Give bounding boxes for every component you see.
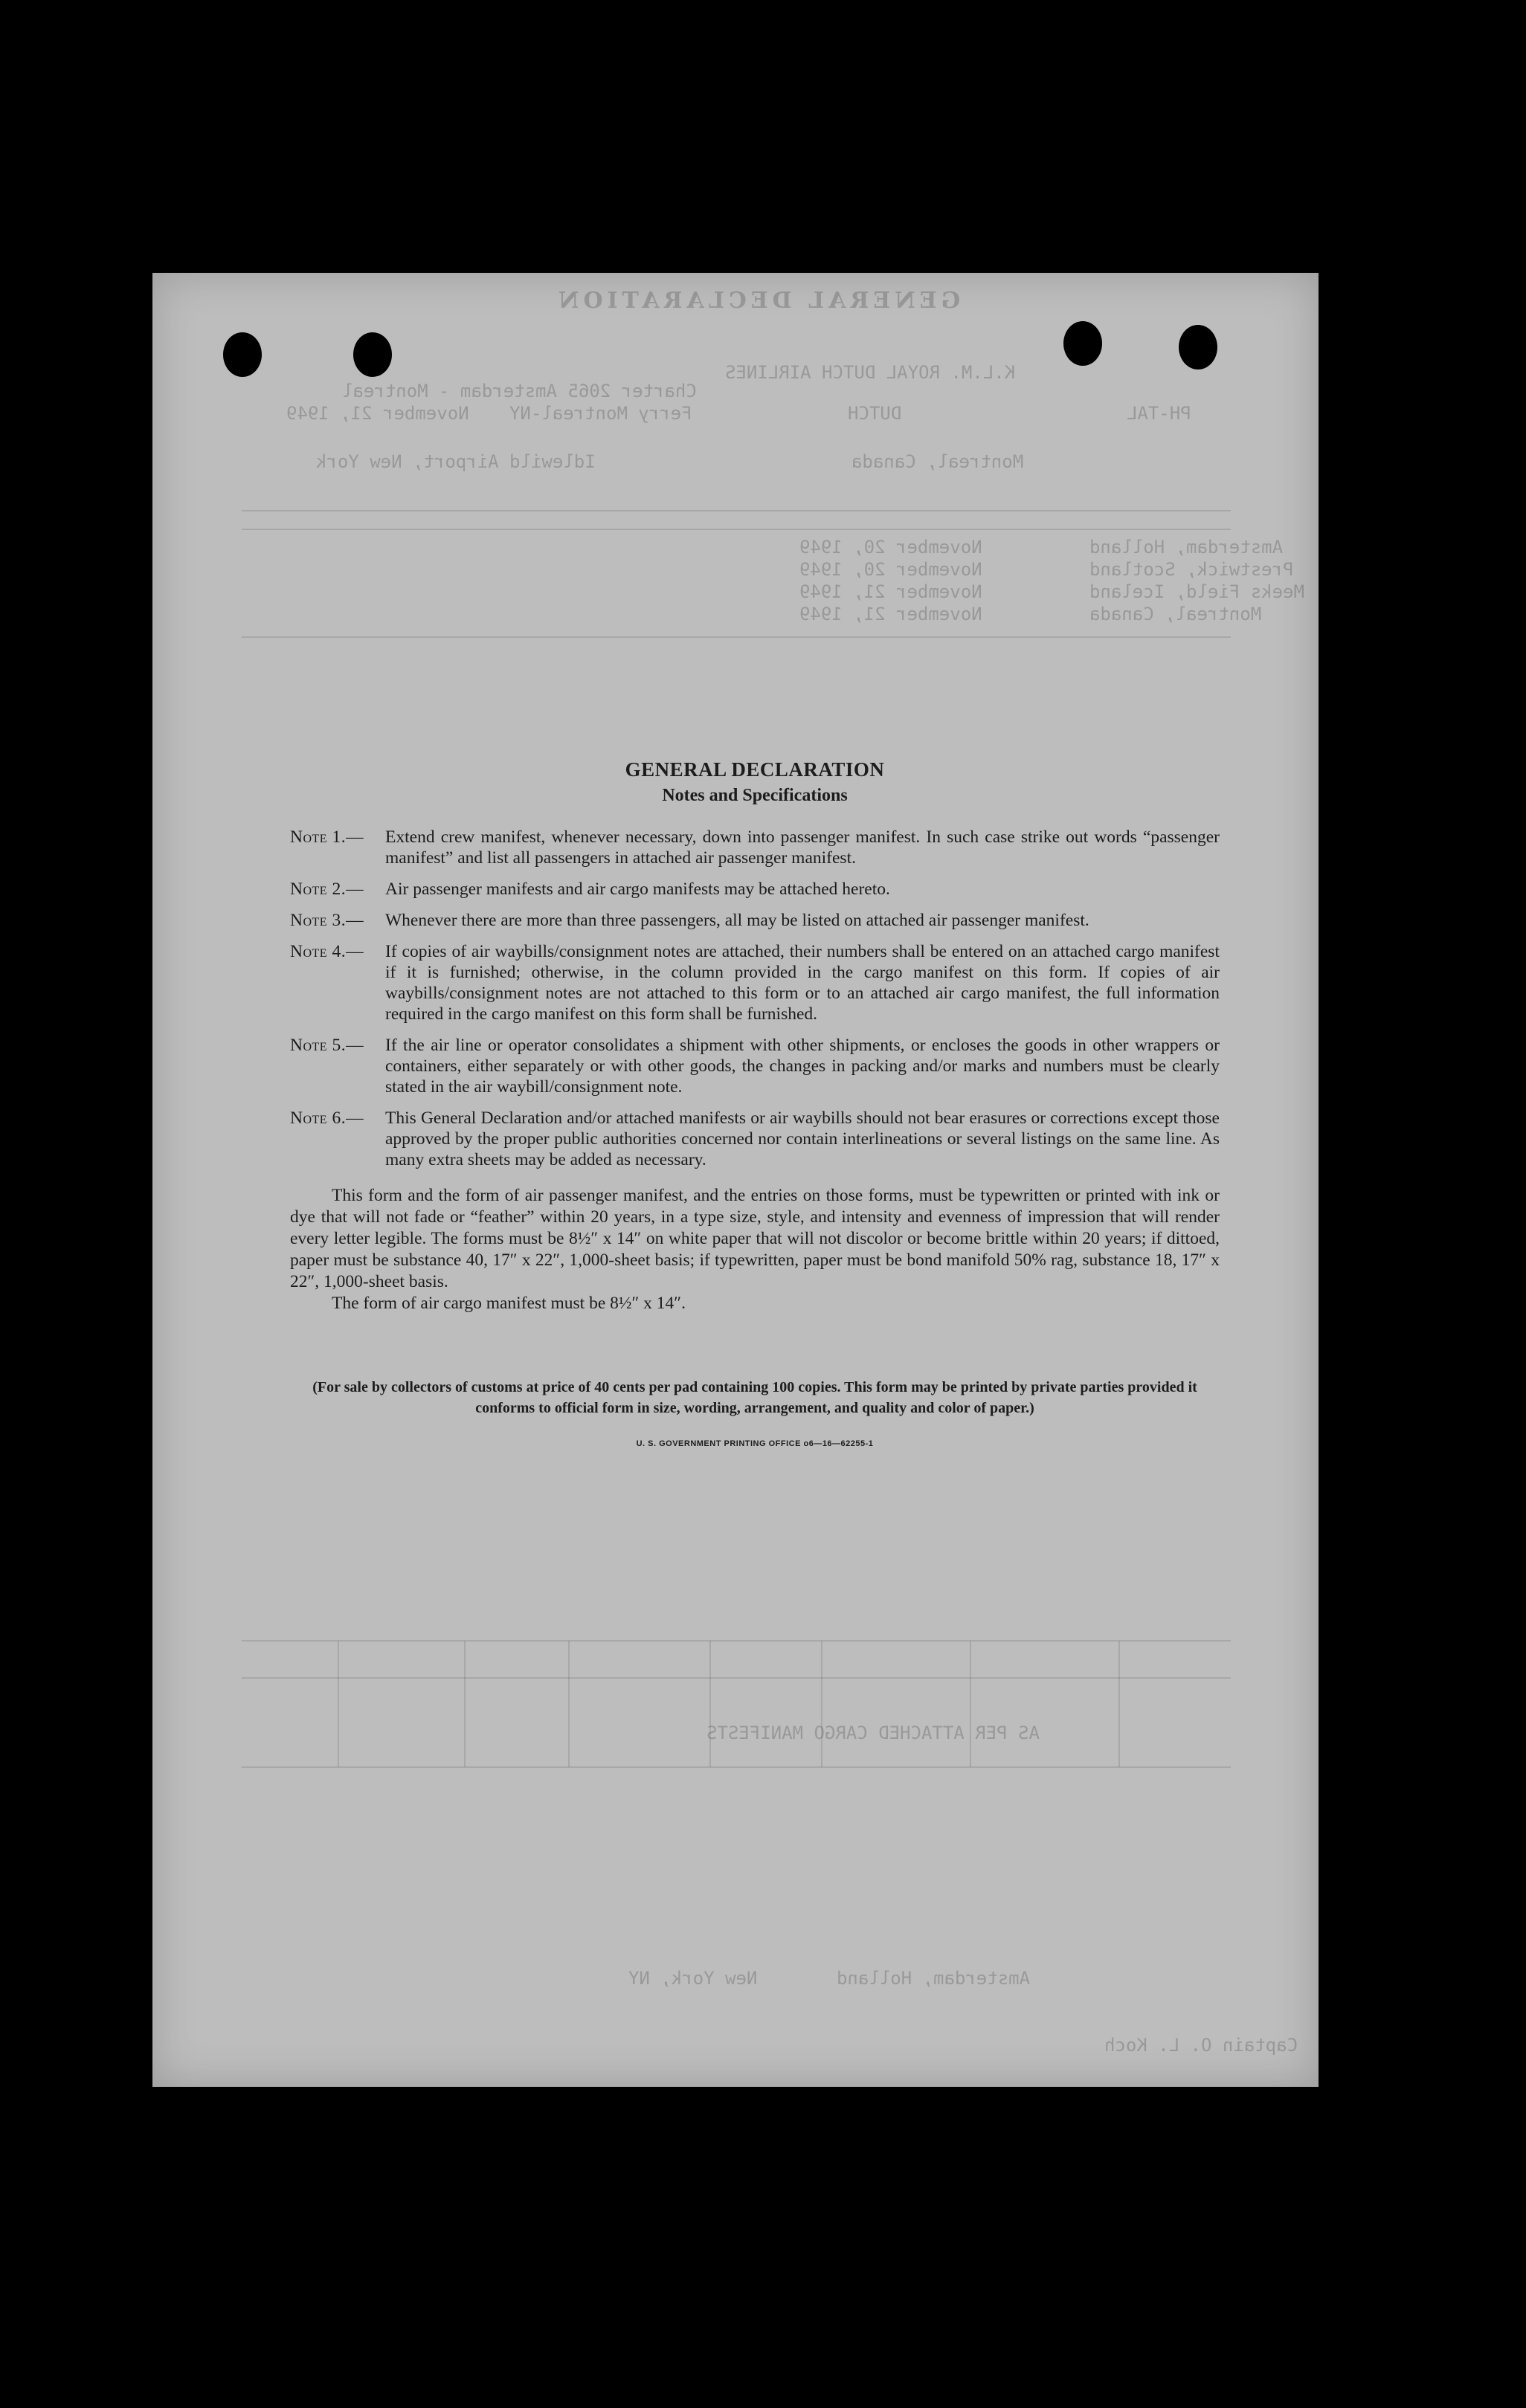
note-text: If the air line or operator consolidates a shipment with other shipments, or encloses the goods in other wrappers or containers, either separately or with other goods, the changes in packing and/or marks and numbers must be clearly stated in the air waybill/consignment note. bbox=[385, 1036, 1220, 1097]
note-label: Note 2.— bbox=[290, 879, 364, 899]
bleed-through-line: November 21, 1949 bbox=[799, 604, 982, 624]
bleed-through-line: AS PER ATTACHED CARGO MANIFESTS bbox=[706, 1723, 1040, 1743]
bleed-through-title: GENERAL DECLARATION bbox=[554, 288, 961, 314]
bleed-through-line: New York, NY bbox=[628, 1968, 758, 1989]
note-label: Note 5.— bbox=[290, 1036, 364, 1055]
note-label: Note 3.— bbox=[290, 911, 364, 930]
bleed-through-line: Montreal, Canada bbox=[1089, 604, 1262, 624]
bleed-through-line: Amsterdam, Holland bbox=[837, 1968, 1031, 1989]
note-label: Note 4.— bbox=[290, 942, 364, 961]
bleed-through-line: PH-TAL bbox=[1127, 403, 1191, 424]
bleed-through-line: November 20, 1949 bbox=[799, 537, 982, 558]
note-item bbox=[290, 827, 1220, 868]
bleed-through-line: Captain O. L. Koch bbox=[1104, 2035, 1298, 2056]
bleed-through-line: DUTCH bbox=[848, 403, 902, 424]
note-label: Note 1.— bbox=[290, 827, 364, 847]
note-item bbox=[290, 910, 1220, 931]
bleed-through-line: November 21, 1949 bbox=[286, 403, 469, 424]
note-item bbox=[290, 1108, 1220, 1170]
bleed-through-line: November 21, 1949 bbox=[799, 581, 982, 602]
note-text: This General Declaration and/or attached manifests or air waybills should not bear erasures or corrections except those approved by the proper public authorities concerned nor contain interlineations or several listings on the same line. As many extra sheets may be added as necessary. bbox=[385, 1108, 1220, 1169]
printer-imprint: U. S. GOVERNMENT PRINTING OFFICE o6—16—62255-1 bbox=[636, 1439, 874, 1448]
sale-notice: (For sale by collectors of customs at price of 40 cents per pad containing 100 copies. This form may be printed by private parties provided it conforms to official form in size, wording, arrangement, and quality and color of paper.) bbox=[312, 1379, 1197, 1416]
note-text: If copies of air waybills/consignment notes are attached, their numbers shall be entered on an attached cargo manifest if it is furnished; otherwise, in the column provided in the cargo manifest on this form. If copies of air waybills/consignment notes are not attached to this form or to an attached air cargo manifest, the full information required in the cargo manifest on this form shall be furnished. bbox=[385, 942, 1220, 1024]
specification-paragraph: This form and the form of air passenger manifest, and the entries on those forms, must be typewritten or printed with ink or dye that will not fade or “feather” within 20 years, in a type size, style, and intensity and evenness of impression that will render every letter legible. The forms must be 8½″ x 14″ on white paper that will not discolor or become brittle within 20 years; if dittoed, paper must be substance 40, 17″ x 22″, 1,000-sheet basis; if typewritten, paper must be bond manifold 50% rag, substance 18, 17″ x 22″, 1,000-sheet basis. bbox=[290, 1186, 1220, 1291]
note-item bbox=[290, 879, 1220, 900]
note-item bbox=[290, 1035, 1220, 1097]
page-subtitle: Notes and Specifications bbox=[662, 786, 848, 805]
bleed-through-line: Montreal, Canada bbox=[851, 451, 1024, 472]
page-title: GENERAL DECLARATION bbox=[625, 758, 885, 781]
declaration-notes bbox=[290, 758, 1220, 1448]
note-text: Whenever there are more than three passengers, all may be listed on attached air passenger manifest. bbox=[385, 911, 1089, 930]
bleed-through-line: Amsterdam, Holland bbox=[1089, 537, 1284, 558]
bleed-through-line: November 20, 1949 bbox=[799, 559, 982, 580]
bleed-through-line: Charter 2065 Amsterdam - Montreal bbox=[342, 381, 697, 401]
bleed-through-line: Prestwick, Scotland bbox=[1089, 559, 1294, 580]
cargo-manifest-size-line: The form of air cargo manifest must be 8½″ x 14″. bbox=[332, 1294, 686, 1313]
bleed-through-line: Meeks Field, Iceland bbox=[1089, 581, 1304, 602]
note-text: Air passenger manifests and air cargo manifests may be attached hereto. bbox=[385, 879, 890, 899]
note-text: Extend crew manifest, whenever necessary, down into passenger manifest. In such case strike out words “passenger manifest” and list all passengers in attached air passenger manifest. bbox=[385, 827, 1220, 868]
bleed-through-line: Idlewild Airport, New York bbox=[316, 451, 596, 472]
bleed-through-line: Ferry Montreal-NY bbox=[509, 403, 692, 424]
bleed-through-line: K.L.M. ROYAL DUTCH AIRLINES bbox=[725, 362, 1016, 383]
note-label: Note 6.— bbox=[290, 1108, 364, 1128]
note-item bbox=[290, 941, 1220, 1024]
